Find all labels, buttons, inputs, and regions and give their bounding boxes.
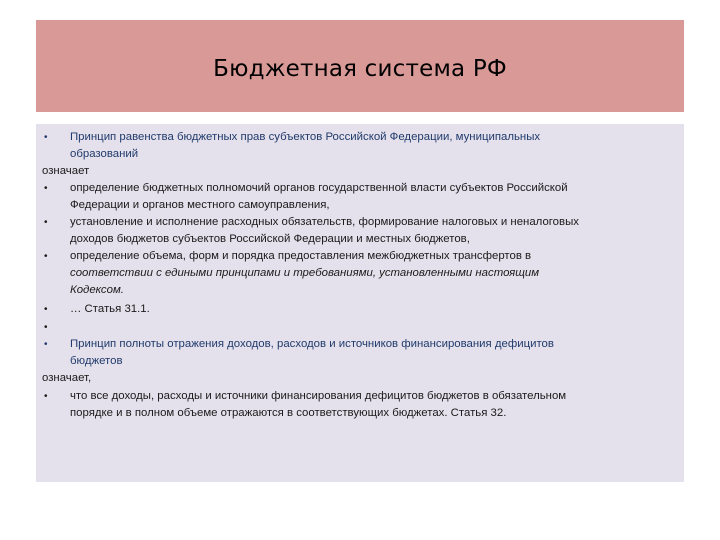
item-4-line-2: порядке и в полном объеме отражаются в соответствующих бюджетах. Статья 32.: [70, 407, 507, 419]
item-2-line-2: доходов бюджетов субъектов Российской Федерации и местных бюджетов,: [70, 233, 470, 245]
title-band: [36, 20, 684, 112]
bullet: •: [44, 339, 48, 350]
means-label-1: означает: [42, 165, 90, 177]
slide-title: Бюджетная система РФ: [213, 56, 507, 82]
principle-2-line-2: бюджетов: [70, 355, 123, 367]
content-box: [36, 124, 684, 482]
principle-1-line-2: образований: [70, 148, 139, 160]
item-3-line-2: соответствии с едиными принципами и требованиями, установленными настоящим: [70, 267, 540, 279]
bullet: •: [44, 304, 48, 315]
item-3-line-1: определение объема, форм и порядка предоставления межбюджетных трансфертов в: [70, 250, 532, 262]
bullet: •: [44, 391, 48, 402]
item-2-line-1: установление и исполнение расходных обязательств, формирование налоговых и неналоговых: [70, 216, 579, 228]
item-1-line-1: определение бюджетных полномочий органов государственной власти субъектов Российской: [70, 182, 568, 194]
article-31-1: … Статья 31.1.: [70, 303, 150, 315]
bullet: •: [44, 217, 48, 228]
principle-1-line-1: Принцип равенства бюджетных прав субъектов Российской Федерации, муниципальных: [70, 131, 541, 143]
bullet: •: [44, 132, 48, 143]
means-label-2: означает,: [42, 372, 92, 384]
bullet: •: [44, 183, 48, 194]
item-4-line-1: что все доходы, расходы и источники финансирования дефицитов бюджетов в обязательном: [70, 390, 567, 402]
bullet: •: [44, 322, 48, 333]
item-3-line-3: Кодексом.: [70, 284, 124, 296]
item-1-line-2: Федерации и органов местного самоуправления,: [70, 199, 330, 211]
bullet: •: [44, 251, 48, 262]
principle-2-line-1: Принцип полноты отражения доходов, расходов и источников финансирования дефицитов: [70, 338, 554, 350]
